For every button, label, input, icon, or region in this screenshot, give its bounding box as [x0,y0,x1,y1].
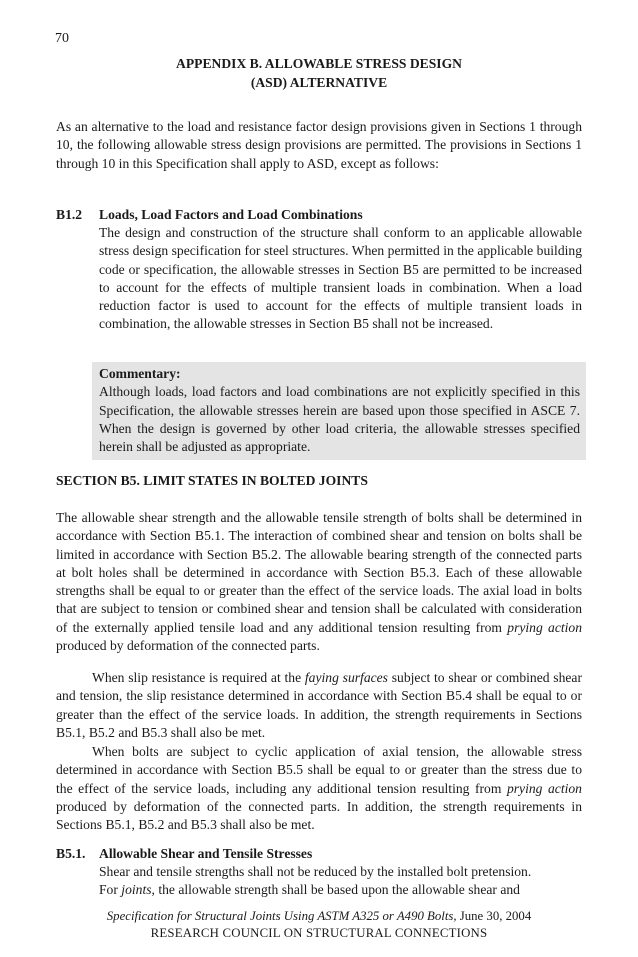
section-b5-heading: SECTION B5. LIMIT STATES IN BOLTED JOINTS [56,473,368,488]
commentary-heading: Commentary: [99,366,181,381]
title-line-2: (ASD) ALTERNATIVE [250,74,388,90]
b5-paragraph-1 [56,509,582,655]
b51-number: B5.1. [56,846,86,861]
b51-line-2 [99,881,582,899]
b5-p3-emphasis: prying action [506,780,582,796]
appendix-title [56,55,582,92]
b5-paragraph-3 [56,743,582,834]
title-line-1: APPENDIX B. ALLOWABLE STRESS DESIGN [176,56,462,71]
b5-p2-emphasis: faying surfaces [304,670,388,685]
b51-title: Allowable Shear and Tensile Stresses [99,846,313,861]
b5-paragraph-2 [56,669,582,742]
b5-p2-text-end: subject to shear or combined shear and tension, the slip resistance determined in accordance with Section B5.4 shall be equal to or greater than the effect of the service loads. In addition, the strength requirements in Sections B5.1, B5.2 and B5.3 shall also be met. [56,670,582,740]
b5-p2-text: When slip resistance is required at the [92,670,305,685]
b12-body: The design and construction of the structure shall conform to an applicable allowable stress design specification for steel structures. When permitted in the applicable building code or specification, the allowable stresses in Section B5 are permitted to be increased to account for the effects of multiple transient loads in combination. When a load reduction factor is used to account for the effects of multiple transient loads in combination, the allowable stresses in Section B5 shall not be increased. [99,225,582,332]
page-number: 70 [55,31,69,46]
b5-p3-text: When bolts are subject to cyclic application of axial tension, the allowable stress determined in accordance with Section B5.5 shall be equal to or greater than the stress due to the effect of the service loads, including any additional tension resulting from [56,744,582,796]
b12-heading [56,206,363,224]
b12-title: Loads, Load Factors and Load Combinations [99,207,363,222]
footer-spec-title: Specification for Structural Joints Using ASTM A325 or A490 Bolts [106,909,454,923]
commentary-body: Although loads, load factors and load combinations are not explicitly specified in this Specification, the allowable stresses herein are based upon those specified in ASCE 7. When the design is governed by other load criteria, the allowable stresses specified herein shall be adjusted as appropriate. [99,384,580,455]
b5-p1-emphasis: prying action [507,619,583,635]
b51-line-2-start: For [99,882,122,898]
footer-date: , June 30, 2004 [453,909,532,923]
b5-p1-text: The allowable shear strength and the allowable tensile strength of bolts shall be determined in accordance with Section B5.1. The interaction of combined shear and tension on bolts shall be limited in accordance with Section B5.2. The allowable bearing strength of the connected parts at bolt holes shall be determined in accordance with Section B5.3. Each of these allowable strengths shall be equal to or greater than the effect of the service loads. The axial load in bolts that are subject to tension or combined shear and tension shall be calculated with consideration of the externally applied tensile load and any additional tension resulting from [56,510,582,635]
commentary-box [92,362,586,460]
b51-line-2-emphasis: joints [121,882,152,898]
b12-number: B1.2 [56,207,83,222]
b51-line-1: Shear and tensile strengths shall not be reduced by the installed bolt pretension. [99,864,532,879]
b51-line-2-end: , the allowable strength shall be based upon the allowable shear and [151,882,520,898]
b5-p1-text-end: produced by deformation of the connected parts. [56,638,320,654]
intro-paragraph: As an alternative to the load and resistance factor design provisions given in Sections 1 through 10, the following allowable stress design provisions are permitted. The provisions in Sections 1 through 10 in this Specification shall apply to ASD, except as follows: [56,119,582,171]
b51-body [99,863,582,900]
page-footer [56,908,582,942]
b51-heading [56,845,312,863]
footer-council: RESEARCH COUNCIL ON STRUCTURAL CONNECTIONS [150,926,488,940]
b5-p3-text-end: produced by deformation of the connected parts. In addition, the strength requirements in Sections B5.1, B5.2 and B5.3 shall also be met. [56,798,582,833]
